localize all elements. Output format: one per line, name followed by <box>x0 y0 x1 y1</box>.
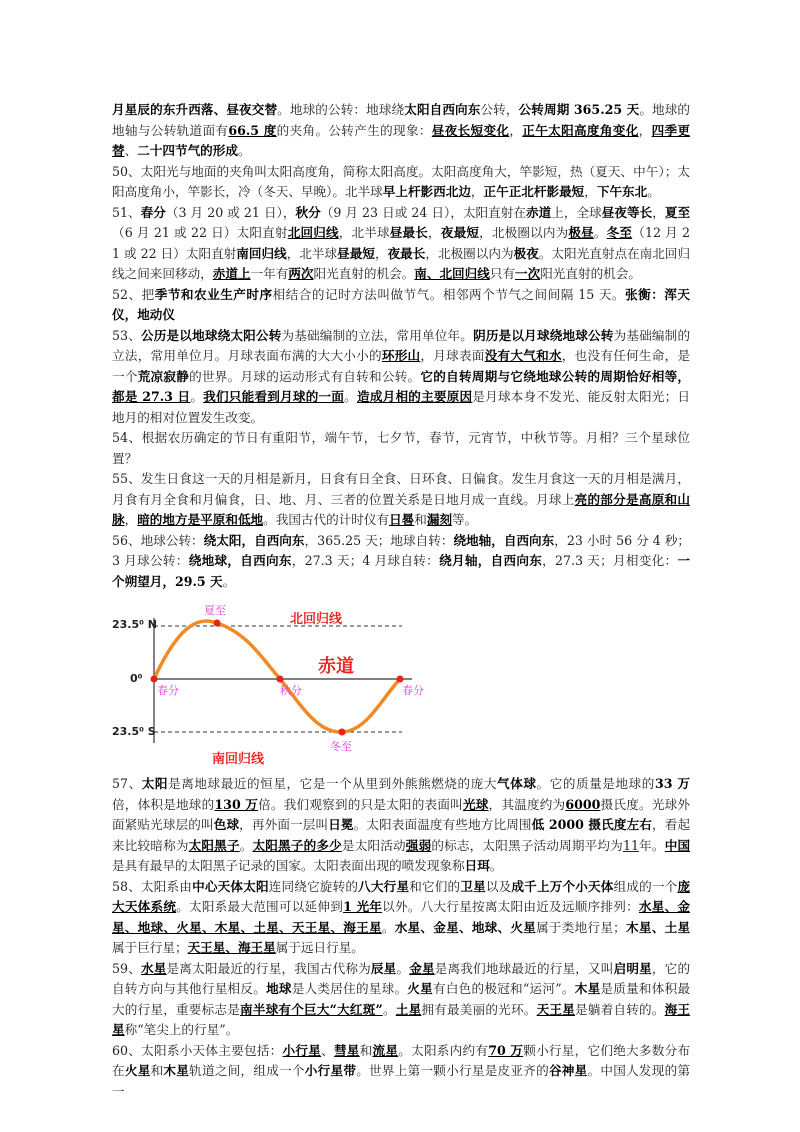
text-run: ， <box>428 225 441 240</box>
text-run: 属于类地行星； <box>536 919 626 935</box>
text-run: 荒凉寂静 <box>137 368 190 384</box>
text-run: 季节和农业生产时序 <box>154 286 273 302</box>
text-run: 是离太阳最近的行星，我国古代称为 <box>166 960 371 976</box>
autumn-equinox-label: 秋分 <box>280 684 302 697</box>
text-run: ，北半球 <box>338 225 390 240</box>
text-run: 。它的质量是地球的 <box>536 776 655 791</box>
text-run: 木星 <box>574 981 601 996</box>
text-run: 绕地球，自西向东 <box>188 553 292 568</box>
text-run: 流星 <box>372 1042 399 1058</box>
text-run: 漏刻 <box>426 512 453 527</box>
text-run: 二十四节气的形成 <box>137 143 238 158</box>
text-run: 极夜 <box>513 245 539 261</box>
text-run: 。太阳表面温度有些地方比周围 <box>353 817 532 832</box>
text-run: 强弱 <box>405 837 432 853</box>
text-run: 夏至 <box>664 204 691 220</box>
text-run: 赤道 <box>526 204 552 220</box>
text-run: 火星 <box>124 1063 151 1078</box>
text-run: 成千上万个小天体 <box>511 878 614 894</box>
text-run: 赤道上 <box>212 266 251 281</box>
text-run: ，北极圈以内为 <box>479 225 569 240</box>
text-run: ，27.3 天；月相变化： <box>542 553 678 568</box>
text-run: （6 月 21 或 22 日）太阳直射 <box>112 225 288 240</box>
text-run: 6000 <box>565 796 601 812</box>
paragraph-51 <box>112 203 690 285</box>
text-run: 50、太阳光与地面的夹角叫太阳高度角，简称太阳高度。太阳高度角大，竿影短，热（夏天、中午）；太阳高度角小，竿影长，冷（冬天、早晚）。北半球 <box>112 163 690 199</box>
text-run: 是太阳活动 <box>341 837 406 853</box>
winter-point <box>339 729 346 736</box>
text-run: 52、把 <box>112 286 155 302</box>
text-run: 。 <box>239 837 253 853</box>
text-run: 是离地球最近的恒星，它是一个从里到外熊熊燃烧的庞大 <box>168 776 498 791</box>
text-run: 33 万 <box>654 776 691 791</box>
text-run: 南回归线 <box>236 245 287 261</box>
text-run: 相结合的记时方法叫做节气。相邻两个节气之间间隔 15 天。 <box>272 286 626 302</box>
text-run: ，再外面一层叫 <box>239 817 329 832</box>
text-run: 早上杆影西北边 <box>382 184 471 199</box>
paragraph-50 <box>112 162 690 203</box>
text-run: 太阳自西向东 <box>404 102 481 117</box>
text-run: 彗星 <box>333 1042 360 1058</box>
text-run: ， <box>374 245 388 261</box>
text-run: 57、 <box>112 776 142 791</box>
text-run: 是人类居住的星球。 <box>291 981 408 996</box>
text-run: 夜最短 <box>440 225 480 240</box>
text-run: 它的自转周期与它绕地球公转的周期恰好相等， <box>420 368 691 384</box>
text-run: 水星、金星、地球、火星 <box>394 919 537 935</box>
sun-direct-point-diagram <box>112 598 452 768</box>
text-run: ， <box>124 512 138 527</box>
spring-equinox-end-label: 春分 <box>402 684 424 697</box>
text-run: ， <box>470 184 484 199</box>
text-run: 是具有最早的太阳黑子记录的国家。太阳表面出现的喷发现象称 <box>112 858 465 873</box>
text-run: 正午太阳高度角变化 <box>522 122 639 138</box>
text-run: 是月球本身不发光、能反射太阳光；日地月的相对位置发生改变。 <box>112 389 691 425</box>
text-run: 等。 <box>452 512 478 527</box>
text-run: 。 <box>489 858 503 873</box>
text-run: ，北极圈以内为 <box>425 245 514 261</box>
text-run: 上，全球 <box>551 204 602 220</box>
text-run: 地球 <box>266 981 292 996</box>
text-run: 59、 <box>112 960 141 976</box>
text-run: 光球 <box>462 796 489 812</box>
text-run: 66.5 度 <box>228 122 277 138</box>
text-run: 。 <box>593 225 607 240</box>
text-run: ， <box>509 122 523 138</box>
text-run: ，它的自转方向与其他行星相反。 <box>112 960 691 996</box>
text-run: 水星、金星、地球、火星、木星、土星、天王星、海王星 <box>112 899 691 935</box>
text-run: 昼最短 <box>337 245 375 261</box>
text-run: 春分 <box>140 204 166 220</box>
text-run: 、 <box>124 143 138 158</box>
text-run: 月星辰的东升西落、昼夜交替 <box>112 102 278 117</box>
text-run: 和它们的 <box>409 878 461 894</box>
text-run: 的世界。月球的运动形式有自转和公转。 <box>189 368 421 384</box>
paragraph-59 <box>112 959 690 1041</box>
text-run: （3 月 20 或 21 日）， <box>165 204 296 220</box>
text-run: 公历是以地球绕太阳公转 <box>140 327 282 343</box>
text-run: ，27.3 天；4 月球自转： <box>291 553 440 568</box>
text-run: 阳光直射的机会。 <box>540 266 641 281</box>
text-run: 亮的部分是高原和山脉 <box>112 491 691 527</box>
text-run: 54、根据农历确定的节日有重阳节，端午节，七夕节，春节，元宵节，中秋节等。月相？三个星球位置？ <box>112 430 690 466</box>
text-run: 辰星 <box>370 960 397 976</box>
text-run: 秋分 <box>295 204 321 220</box>
text-run: 火星 <box>407 981 433 996</box>
text-run: 连同绕它旋转的 <box>268 878 359 894</box>
text-run: 中心天体太阳 <box>192 878 269 894</box>
text-run: 土星 <box>395 1001 422 1017</box>
summer-point <box>214 620 221 627</box>
text-run: 公转周期 365.25 天 <box>518 102 640 117</box>
text-run: 太阳 <box>141 776 169 791</box>
text-run: 昼夜长短变化 <box>431 122 510 138</box>
tropic-south-label: 南回归线 <box>212 752 265 767</box>
text-run: 气体球 <box>497 776 537 791</box>
text-run: 绕太阳，自西向东 <box>203 532 305 548</box>
text-run: 颗小行星，它们绝大多数分布在 <box>112 1042 691 1078</box>
text-run: 56、地球公转： <box>112 532 204 548</box>
text-run: 有白色的极冠和“运河”。 <box>432 981 575 996</box>
text-run: 倍，体积是地球的 <box>112 796 215 812</box>
text-run: 天王星、海王星 <box>187 940 276 955</box>
text-run: 四季更替 <box>112 122 691 158</box>
text-run: 冬至 <box>606 225 633 240</box>
lat-zero-label: 0⁰ <box>130 672 143 685</box>
text-run: 。 <box>382 1001 396 1017</box>
paragraph-53 <box>112 326 690 429</box>
text-run: 属于巨行星； <box>112 940 188 955</box>
text-run: 天王星 <box>536 1001 575 1017</box>
text-run: 年。 <box>638 837 665 853</box>
text-run: 130 万 <box>214 796 259 812</box>
text-run: 昼最长 <box>389 225 429 240</box>
paragraph-54 <box>112 428 690 469</box>
text-run: 张衡：浑天仪，地动仪 <box>112 286 691 322</box>
text-run: 色球 <box>213 817 240 832</box>
text-run: 谷神星 <box>548 1063 588 1078</box>
text-run: 只有 <box>489 266 515 281</box>
text-run: 都是 27.3 日 <box>112 389 191 404</box>
text-run: 。 <box>344 389 357 404</box>
text-run: 。 <box>381 919 395 935</box>
text-run: 拥有最美丽的光环。 <box>421 1001 537 1017</box>
text-run: 一次 <box>515 266 541 281</box>
text-run: 绕月轴，自西向东 <box>439 553 543 568</box>
text-run: 两次 <box>288 266 314 281</box>
text-run: 。 <box>396 960 410 976</box>
text-run: 以及 <box>485 878 512 894</box>
text-run: 70 万 <box>488 1042 524 1058</box>
text-run: 公转， <box>480 102 519 117</box>
text-run: 称“笔尖上的行星”。 <box>124 1022 239 1037</box>
text-run: 低 2000 摄氏度左右 <box>531 817 653 832</box>
text-run: 为基础编制的立法，常用单位月。月球表面布满的大大小小的 <box>112 327 691 363</box>
text-run: 以外。八大行星按离太阳由近及远顺序排列： <box>382 899 639 914</box>
text-run: 是质量和体积最大的行星，重要标志是 <box>112 981 691 1017</box>
text-run: ， <box>638 122 652 138</box>
paragraph-55 <box>112 469 690 531</box>
text-run: 卫星 <box>460 878 486 894</box>
text-run: 的标志，太阳黑子活动周期平均为 <box>431 837 623 853</box>
text-run: ， <box>584 184 597 199</box>
text-run: 一年有 <box>250 266 289 281</box>
text-run: 。 <box>237 143 251 158</box>
text-run: 。 <box>222 573 236 589</box>
text-run: 。地球的地轴与公转轨道面有 <box>112 102 691 138</box>
lat-south-label: 23.5⁰ S <box>112 725 156 738</box>
text-run: ，也没有任何生命，是一个 <box>112 348 691 384</box>
text-run: 和 <box>414 512 427 527</box>
text-run: 。太阳光直射点在南北回归线之间来回移动， <box>112 245 691 281</box>
text-run: ，365.25 天；地球自转： <box>304 532 454 548</box>
text-run: 。 <box>190 389 204 404</box>
text-run: 。太阳系最大范围可以延伸到 <box>176 899 344 914</box>
lat-north-label: 23.5⁰ N <box>112 618 157 631</box>
tropic-north-label: 北回归线 <box>290 612 343 627</box>
paragraph-58 <box>112 877 690 959</box>
text-run: ，月球表面 <box>420 348 485 363</box>
text-run: 正午正北杆影最短 <box>483 184 585 199</box>
text-run: 为基础编制的立法，常用单位年。 <box>281 327 474 343</box>
text-run: 的夹角。公转产生的现象： <box>276 122 432 138</box>
document-page <box>112 100 690 1102</box>
text-run: 倍。我们观察到的只是太阳的表面叫 <box>258 796 463 812</box>
text-run: 木星、土星 <box>625 919 691 935</box>
text-run: 摄氏度。光球外面紧贴光球层的叫 <box>112 796 691 832</box>
text-run: 绕地轴，自西向东 <box>453 532 555 548</box>
text-run: ，看起来比较暗称为 <box>112 817 691 853</box>
text-run: 日冕 <box>328 817 354 832</box>
text-run: 一个朔望月，29.5 天 <box>112 553 691 589</box>
text-run: 、 <box>321 1042 334 1058</box>
text-run: 没有大气和水 <box>484 348 562 363</box>
text-run: 极昼 <box>568 225 594 240</box>
text-run: 夜最长 <box>387 245 426 261</box>
text-run: 下午东北 <box>596 184 648 199</box>
text-run: 暗的地方是平原和低地 <box>137 512 264 527</box>
text-run: 水星 <box>140 960 167 976</box>
text-run: 11 <box>622 837 639 853</box>
text-run: 和 <box>150 1063 164 1078</box>
text-run: 和 <box>359 1042 373 1058</box>
text-run: ，23 小时 56 分 4 秒；3 月球公转： <box>112 532 691 568</box>
spring-equinox-label: 春分 <box>157 684 179 697</box>
text-run: 庞大天体系统 <box>112 878 691 914</box>
paragraph-57 <box>112 774 690 877</box>
text-run: 造成月相的主要原因 <box>357 389 473 404</box>
text-run: 53、 <box>112 327 141 343</box>
text-run: 我们只能看到月球的一面 <box>203 389 345 404</box>
winter-solstice-label: 冬至 <box>330 740 352 753</box>
text-run: ，北半球 <box>286 245 338 261</box>
text-run: 51、 <box>112 204 141 220</box>
text-run: 环形山 <box>381 348 421 363</box>
text-run: 金星 <box>409 960 435 976</box>
text-run: 日晷 <box>389 512 415 527</box>
paragraph-52 <box>112 285 690 326</box>
text-run: 昼夜等长 <box>601 204 653 220</box>
text-run: 八大行星 <box>358 878 410 894</box>
text-run: 南半球有个巨大“大红斑” <box>240 1001 383 1017</box>
text-run: 属于远日行星。 <box>275 940 364 955</box>
paragraph-56 <box>112 531 690 593</box>
text-run: 太阳黑子的多少 <box>252 837 342 853</box>
text-run: 60、太阳系小天体主要包括： <box>112 1042 283 1058</box>
text-run: 。 <box>647 184 660 199</box>
sun-path-curve <box>154 621 400 732</box>
text-run: 阳光直射的机会。 <box>313 266 415 281</box>
text-run: 1 光年 <box>343 899 383 914</box>
text-run: 。地球的公转：地球绕 <box>277 102 405 117</box>
text-run: （12 月 21 或 22 日）太阳直射 <box>112 225 691 261</box>
text-run: 55、发生日食这一天的月相是新月，日食有日全食、日环食、日偏食。发生月食这一天的月相是满月，月食有月全食和月偏食，日、地、月、三者的位置关系是日地月成一直线。月球上 <box>112 471 690 507</box>
text-run: 木星 <box>163 1063 190 1078</box>
text-run: 组成的一个 <box>613 878 678 894</box>
text-run: 南、北回归线 <box>414 266 490 281</box>
paragraph-60 <box>112 1041 690 1103</box>
text-run: 日珥 <box>464 858 490 873</box>
text-run: 58、太阳系由 <box>112 878 193 894</box>
text-run: ，其温度约为 <box>488 796 566 812</box>
text-run: 太阳黑子 <box>188 837 240 853</box>
text-run: 启明星 <box>613 960 652 976</box>
text-run: 轨道之间，组成一个 <box>189 1063 305 1078</box>
text-run: 。世界上第一颗小行星是皮亚齐的 <box>356 1063 549 1078</box>
text-run: ， <box>652 204 665 220</box>
text-run: 中国 <box>664 837 691 853</box>
text-run: 是离我们地球最近的行星，又叫 <box>434 960 614 976</box>
equator-label: 赤道 <box>318 656 354 677</box>
paragraph-intro <box>112 100 690 162</box>
text-run: 北回归线 <box>287 225 339 240</box>
text-run: 小行星 <box>282 1042 322 1058</box>
text-run: 阴历是以月球绕地球公转 <box>473 327 614 343</box>
text-run: 。我国古代的计时仪有 <box>263 512 390 527</box>
text-run: 海王星 <box>112 1001 691 1037</box>
text-run: 。太阳系内约有 <box>398 1042 489 1058</box>
text-run: 是躺着自转的。 <box>575 1001 665 1017</box>
text-run: 小行星带 <box>304 1063 357 1078</box>
summer-solstice-label: 夏至 <box>204 604 226 617</box>
text-run: 。中国人发现的第一 <box>112 1063 691 1099</box>
text-run: （9 月 23 日或 24 日），太阳直射在 <box>320 204 527 220</box>
